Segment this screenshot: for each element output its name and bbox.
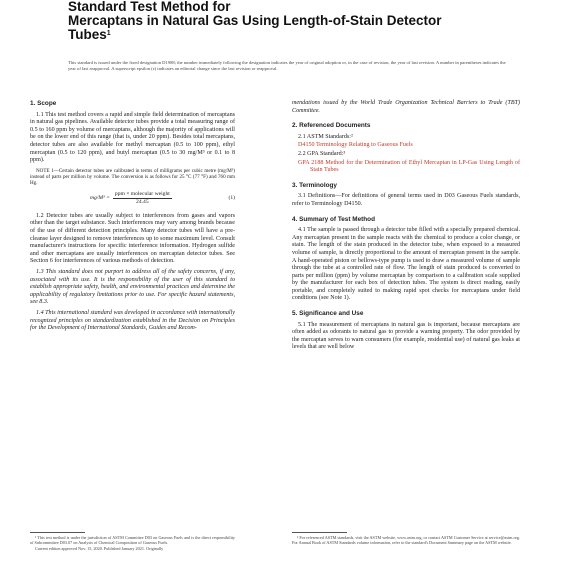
scope-1-3: 1.3 This standard does not purport to address all of the safety concerns, if any, associated with its use. It is the responsibility of the user of this standard to establish appropriate safety, health, and environmental practices and determine the applicability of regulatory limitations prior to use. For specific hazard statements, see 8.3. — [30, 268, 235, 306]
scope-1-4: 1.4 This international standard was developed in accordance with internationally recognized principles on standardization established in the Decision on Principles for the Development of International Standards, Guides and Recom- — [30, 309, 235, 332]
summary-heading: 4. Summary of Test Method — [292, 215, 375, 223]
footnote-2: ² For referenced ASTM standards, visit the ASTM website, www.astm.org, or contact ASTM Customer Service at service@astm.org. For Annual Book of ASTM Standards volume information, refer to the standard's Document Summary page on the ASTM website. — [292, 535, 520, 546]
ref-gpa-2188-link[interactable]: GPA 2188 Method for the Determination of Ethyl Mercaptan in LP-Gas Using Length of Stain Tubes — [298, 159, 520, 174]
scope-1-2: 1.2 Detector tubes are usually subject to interferences from gases and vapors other than the target substance. Such interferences may vary among brands because of the use of different detection principles. Many detector tubes will have a pre-cleanse layer designed to remove interferences up to some maximum level. Consult manufacturer's instructions for specific interference information. Hydrogen sulfide and other mercaptans are usually interferences on mercaptan detector tubes. See Section 6 for interferences of various methods of detection. — [30, 212, 235, 265]
summary-4-1: 4.1 The sample is passed through a detector tube filled with a specially prepared chemical. Any mercaptan present in the sample reacts with the chemical to produce a color change, or stain. The length of the stain produced in the detector tube, when exposed to a measured volume of sample, is directly proportional to the amount of mercaptan present in the sample. A hand-operated piston or bellows-type pump is used to draw a measured volume of sample through the tube at a controlled rate of flow. The length of stain produced is converted to parts per million (ppm) by volume mercaptan by comparison to a calibration scale supplied by the manufacturer for each box of detection tubes. The system is direct reading, easily portable, and completely suited to making rapid spot checks for mercaptans under field conditions (see Note 1). — [292, 227, 520, 302]
title-block — [68, 0, 508, 42]
footnote-1: ¹ This test method is under the jurisdiction of ASTM Committee D03 on Gaseous Fuels and is the direct responsibility of Subcommittee D03.07 on Analysis of Chemical Composition of Gaseous Fuels. — [30, 535, 235, 546]
equation-fraction — [113, 191, 172, 207]
ref-astm-standards: 2.1 ASTM Standards:² — [298, 133, 353, 140]
equation-denominator: 24.45 — [136, 199, 149, 206]
ref-d4150-link[interactable]: D4150 Terminology Relating to Gaseous Fuels — [298, 142, 413, 149]
footnotes-left — [30, 535, 235, 552]
title-line-3 — [68, 28, 508, 42]
ref-gpa-standard: 2.2 GPA Standard:³ — [298, 150, 346, 157]
title-line-1: Standard Test Method for — [68, 0, 231, 14]
significance-heading: 5. Significance and Use — [292, 310, 364, 318]
equation-number: (1) — [228, 194, 235, 201]
note-1: NOTE 1—Certain detector tubes are calibrated in terms of milligrams per cubic metre (mg/M³) instead of parts per million by volume. The conversion is as follows for 25 °C (77 °F) and 760 mm Hg. — [30, 167, 235, 187]
issuance-note: This standard is issued under the fixed designation D1988; the number immediately following the designation indicates the year of original adoption or, in the case of revision, the year of last revision. A number in parentheses indicates the year of last reapproval. A superscript epsilon (ε) indicates an editorial change since the last revision or reapproval. — [68, 60, 506, 71]
title-footnote-mark: 1 — [106, 30, 111, 37]
footnote-1b: Current edition approved Nov. 15, 2020. Published January 2021. Originally — [35, 546, 164, 552]
referenced-docs-heading: 2. Referenced Documents — [292, 122, 371, 130]
equation-1 — [30, 191, 235, 207]
equation-lhs: mg/M³ = — [90, 194, 110, 201]
equation-numerator: ppm × molecular weight — [113, 191, 172, 200]
title-line-2: Mercaptans in Natural Gas Using Length-of-Stain Detector — [68, 13, 442, 28]
terminology-3-1: 3.1 Definitions—For definitions of general terms used in D03 Gaseous Fuels standards, refer to Terminology D4150. — [292, 193, 520, 207]
terminology-heading: 3. Terminology — [292, 181, 337, 189]
reference-list — [292, 134, 520, 175]
significance-5-1: 5.1 The measurement of mercaptans in natural gas is important, because mercaptans are often added as odorants to natural gas to provide a warning property. The odor provided by the mercaptan serves to warn consumers (for example, residential use) of natural gas leaks at levels that are well below — [292, 321, 520, 351]
left-column — [30, 100, 235, 336]
scope-continuation: mendations issued by the World Trade Organization Technical Barriers to Trade (TBT) Committee. — [292, 100, 520, 114]
right-column — [292, 100, 520, 355]
title-line-3-text: Tubes — [68, 27, 107, 42]
scope-heading: 1. Scope — [30, 100, 57, 107]
footnotes-right — [292, 535, 520, 546]
footnote-rule-left — [30, 532, 85, 533]
scope-1-1: 1.1 This test method covers a rapid and simple field determination of mercaptans in natural gas pipelines. Available detector tubes provide a total measuring range of 0.5 to 160 ppm by volume of mercaptans, although the majority of applications will be on the lower end of this range (that is, under 20 ppm). Besides total mercaptans, detector tubes are also available for methyl mercaptan (0.5 to 100 ppm), ethyl mercaptan (0.5 to 120 ppm), and butyl mercaptan (0.5 to 30 mg/M³ or 0.1 to 8 ppm). — [30, 111, 235, 164]
footnote-rule-right — [292, 532, 347, 533]
